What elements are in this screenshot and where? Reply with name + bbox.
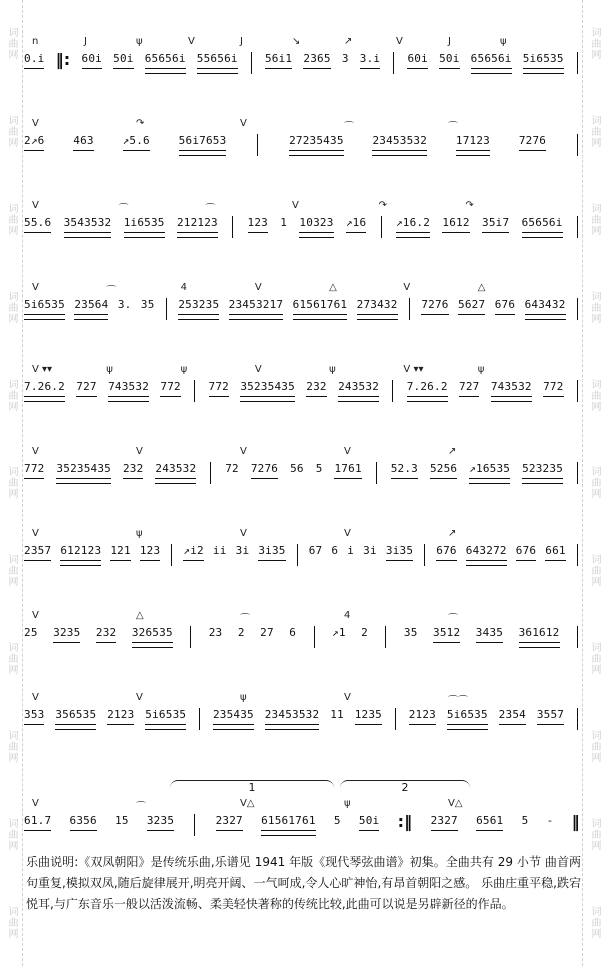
note-group: 676 <box>516 544 536 566</box>
note-group: 772 <box>543 380 563 402</box>
repeat-start-sign: ‖: <box>55 50 71 69</box>
note-group: 3235 <box>53 626 80 648</box>
piece-explanation: 乐曲说明:《双凤朝阳》是传统乐曲,乐谱见 1941 年版《现代琴弦曲谱》初集。全曲共有 29 小节 曲首两句重复,模拟双凤,随后旋律展开,明亮开阔、一气呵成,令人心旷神怡,有昂首朝阳之感。 乐曲庄重平稳,跌宕悦耳,与广东音乐一般以活泼流畅、柔美轻快著称的传统比较,此曲可以说是另辟新径的作品。 <box>26 855 581 911</box>
articulation-mark: V <box>344 528 351 539</box>
watermark-text: 词曲网 <box>6 905 17 939</box>
note-group: 60i <box>82 52 102 74</box>
note-groups <box>24 462 580 484</box>
articulation-mark: ⌒ <box>448 122 458 133</box>
bar-line <box>577 462 578 484</box>
bar-line <box>385 626 386 648</box>
articulation-mark: V△ <box>240 798 255 809</box>
articulation-marks <box>24 350 580 380</box>
bar-line <box>577 380 578 402</box>
articulation-mark: n <box>32 36 39 47</box>
watermark-text: 词曲网 <box>6 115 17 149</box>
articulation-mark: V <box>32 528 39 539</box>
bar-line <box>257 134 258 156</box>
articulation-mark: V <box>32 118 39 129</box>
articulation-mark: ⌒ <box>205 204 216 215</box>
articulation-mark: ⌒ <box>136 802 146 813</box>
articulation-mark: V <box>240 118 247 129</box>
articulation-mark: ψ <box>477 364 485 375</box>
note-group: 727 <box>76 380 96 402</box>
bar-line <box>251 52 252 74</box>
bar-line <box>577 52 578 74</box>
bar-line <box>171 544 172 566</box>
watermark-text: 词曲网 <box>589 27 600 61</box>
note-group: 7.26.2 <box>24 380 65 402</box>
articulation-marks <box>24 104 580 134</box>
note-group: 23564 <box>74 298 108 320</box>
note-group: 772 <box>24 462 44 484</box>
note-group: 61561761 <box>261 814 316 836</box>
bar-line <box>190 626 191 648</box>
note-group: 463 <box>73 134 93 156</box>
bar-line <box>577 134 578 156</box>
watermark-text: 词曲网 <box>589 466 600 500</box>
note-group: 643272 <box>466 544 507 566</box>
note-group: 50i <box>439 52 459 74</box>
articulation-mark: J <box>240 36 243 47</box>
note-group: 23 <box>208 626 223 639</box>
note-group: 35235435 <box>240 380 295 402</box>
note-group: 326535 <box>132 626 173 648</box>
articulation-mark: △ <box>136 610 144 621</box>
note-group: 7276 <box>421 298 448 320</box>
articulation-mark: V△ <box>448 798 463 809</box>
note-group: 61.7 <box>24 814 51 836</box>
articulation-mark: V <box>32 692 39 703</box>
note-group: 232 <box>123 462 143 484</box>
score-line <box>24 22 580 86</box>
articulation-mark: V <box>32 282 39 293</box>
note-group: 1612 <box>442 216 469 238</box>
note-group: 612123 <box>60 544 101 566</box>
articulation-marks <box>24 432 580 462</box>
articulation-mark: V <box>403 282 411 293</box>
bar-line <box>194 380 195 402</box>
articulation-mark: ⌒⌒ <box>448 696 468 707</box>
articulation-mark: ψ <box>344 798 351 809</box>
note-group: 273432 <box>357 298 398 320</box>
articulation-mark: ↷ <box>378 200 388 211</box>
note-group: 2327 <box>216 814 243 836</box>
note-group: 56i1 <box>265 52 292 74</box>
note-group: 65656i <box>522 216 563 238</box>
note-group: 232 <box>96 626 116 648</box>
note-group: 23453532 <box>265 708 320 730</box>
articulation-mark: ψ <box>180 364 188 375</box>
note-group: 5i6535 <box>447 708 488 730</box>
final-bar-line: ‖ <box>571 812 580 831</box>
note-group: ↗5.6 <box>123 134 150 156</box>
note-group: 2 <box>237 626 245 639</box>
articulation-mark: 4 <box>344 610 351 621</box>
note-group: 67 <box>308 544 323 557</box>
note-groups <box>24 708 580 730</box>
note-group: 6 <box>289 626 297 639</box>
articulation-mark: V <box>188 36 195 47</box>
bar-line <box>376 462 377 484</box>
articulation-mark: ⌒ <box>344 122 354 133</box>
note-group: 55656i <box>197 52 238 74</box>
note-group: 5 <box>521 814 529 827</box>
watermark-text: 词曲网 <box>589 378 600 412</box>
note-group: 243532 <box>338 380 379 402</box>
note-group: 3435 <box>476 626 503 648</box>
note-group: 55.6 <box>24 216 51 238</box>
note-group: 2↗6 <box>24 134 44 156</box>
note-group: 3i <box>363 544 377 557</box>
watermark-text: 词曲网 <box>6 554 17 588</box>
articulation-mark: V <box>254 282 262 293</box>
articulation-mark: ψ <box>106 364 113 375</box>
right-watermark-strip <box>582 0 605 966</box>
note-group: ↗1 <box>332 626 346 639</box>
articulation-mark: ↘ <box>292 36 301 47</box>
bar-line <box>314 626 315 648</box>
note-groups <box>24 52 580 74</box>
note-group: 2 <box>361 626 368 639</box>
bar-line <box>199 708 200 730</box>
articulation-mark: ψ <box>329 364 336 375</box>
volta-first-label: 1 <box>248 781 256 794</box>
note-group: 65656i <box>145 52 186 74</box>
watermark-text: 词曲网 <box>6 466 17 500</box>
bar-line <box>232 216 233 238</box>
note-group: 235435 <box>213 708 254 730</box>
bar-line <box>166 298 167 320</box>
note-group: 353 <box>24 708 44 730</box>
note-group: 3.i <box>360 52 380 74</box>
note-group: 212123 <box>177 216 218 238</box>
watermark-text: 词曲网 <box>6 642 17 676</box>
note-group: 3i35 <box>386 544 413 566</box>
articulation-mark: J <box>84 36 87 47</box>
note-groups <box>24 298 580 320</box>
note-group: 2123 <box>409 708 436 730</box>
note-group: 772 <box>209 380 229 402</box>
articulation-mark: ↗ <box>344 36 353 47</box>
note-group: 5627 <box>458 298 485 320</box>
note-group: 3512 <box>433 626 460 648</box>
articulation-marks <box>24 514 580 544</box>
watermark-text: 词曲网 <box>589 115 600 149</box>
watermark-text: 词曲网 <box>589 729 600 763</box>
note-group: 743532 <box>108 380 149 402</box>
articulation-mark: V <box>344 446 351 457</box>
articulation-mark: V <box>344 692 351 703</box>
note-group: 743532 <box>491 380 532 402</box>
articulation-mark: 4 <box>180 282 187 293</box>
bar-line <box>577 708 578 730</box>
note-group: 5256 <box>430 462 457 484</box>
note-group: - <box>546 814 554 827</box>
note-group: 50i <box>359 814 379 836</box>
note-group: 7276 <box>519 134 546 156</box>
articulation-mark: V <box>32 798 39 809</box>
articulation-mark: ↷ <box>136 118 145 129</box>
articulation-mark: V <box>396 36 403 47</box>
note-group: 5 <box>315 462 323 475</box>
articulation-mark: ⌒ <box>118 204 129 215</box>
note-group: 361612 <box>519 626 560 648</box>
note-group: 727 <box>459 380 479 402</box>
note-group: 7.26.2 <box>407 380 448 402</box>
articulation-mark: V <box>32 610 39 621</box>
note-group: ii <box>212 544 227 557</box>
note-group: 25 <box>24 626 38 639</box>
note-group: 3557 <box>537 708 564 730</box>
articulation-marks <box>24 268 580 298</box>
watermark-text: 词曲网 <box>589 817 600 851</box>
note-group: 35i7 <box>482 216 509 238</box>
note-group: 7276 <box>251 462 278 484</box>
note-group: 5i6535 <box>523 52 564 74</box>
note-group: 35235435 <box>56 462 111 484</box>
note-group: i <box>347 544 355 557</box>
note-group: 5i6535 <box>145 708 186 730</box>
note-groups <box>24 814 580 836</box>
note-groups <box>24 544 580 566</box>
note-group: 3i35 <box>258 544 285 566</box>
score-line <box>24 596 580 660</box>
note-group: 61561761 <box>293 298 348 320</box>
note-group: 27235435 <box>289 134 344 156</box>
note-group: 3. <box>117 298 132 311</box>
note-group: 1 <box>280 216 288 229</box>
note-group: 6561 <box>476 814 503 836</box>
note-group: 72 <box>225 462 239 475</box>
note-groups <box>24 216 580 238</box>
articulation-mark: ↷ <box>465 200 474 211</box>
articulation-mark: ↗ <box>448 446 457 457</box>
note-group: 3i <box>235 544 250 557</box>
volta-second-label: 2 <box>401 781 409 794</box>
note-group: 123 <box>248 216 268 238</box>
score-line <box>24 784 580 848</box>
note-group: 3543532 <box>64 216 112 238</box>
note-group: 11 <box>330 708 344 721</box>
note-groups <box>24 626 580 648</box>
watermark-text: 词曲网 <box>6 378 17 412</box>
articulation-mark: ⌒ <box>240 614 250 625</box>
score-line <box>24 186 580 250</box>
articulation-mark: ψ <box>136 528 143 539</box>
note-group: 2327 <box>431 814 458 836</box>
note-group: 232 <box>306 380 326 402</box>
note-group: 0.i <box>24 52 44 74</box>
articulation-mark: ⌒ <box>448 614 458 625</box>
note-group: 6 <box>331 544 339 557</box>
bar-line <box>393 52 394 74</box>
note-group: 3 <box>341 52 349 65</box>
bar-line <box>424 544 425 566</box>
watermark-text: 词曲网 <box>589 203 600 237</box>
articulation-mark: △ <box>477 282 486 293</box>
note-group: 2123 <box>107 708 134 730</box>
articulation-mark: V <box>32 446 39 457</box>
note-group: 2354 <box>499 708 526 730</box>
bar-line <box>577 626 578 648</box>
bar-line <box>409 298 410 320</box>
articulation-mark: V <box>136 692 143 703</box>
note-group: 123 <box>140 544 160 566</box>
watermark-text: 词曲网 <box>6 817 17 851</box>
articulation-marks <box>24 596 580 626</box>
note-group: 1i6535 <box>124 216 165 238</box>
score-line <box>24 104 580 168</box>
note-group: 676 <box>436 544 456 566</box>
note-group: 5i6535 <box>24 298 65 320</box>
note-group: 50i <box>113 52 133 74</box>
note-group: 15 <box>115 814 129 827</box>
watermark-text: 词曲网 <box>589 905 600 939</box>
note-group: 2365 <box>303 52 330 74</box>
articulation-mark: △ <box>329 282 337 293</box>
note-group: 1761 <box>334 462 361 484</box>
watermark-text: 词曲网 <box>589 290 600 324</box>
note-group: 17123 <box>456 134 490 156</box>
repeat-end-sign: :‖ <box>397 812 413 831</box>
articulation-mark: V <box>240 528 247 539</box>
note-group: 772 <box>160 380 180 402</box>
note-group: 121 <box>110 544 130 566</box>
watermark-text: 词曲网 <box>6 290 17 324</box>
watermark-text: 词曲网 <box>6 27 17 61</box>
watermark-text: 词曲网 <box>589 554 600 588</box>
score-line <box>24 350 580 414</box>
bar-line <box>395 708 396 730</box>
bar-line <box>392 380 393 402</box>
note-group: 56 <box>290 462 304 475</box>
left-watermark-strip <box>0 0 23 966</box>
note-group: 243532 <box>155 462 196 484</box>
note-group: 56i7653 <box>179 134 227 156</box>
articulation-mark: V <box>254 364 262 375</box>
bar-line <box>577 298 578 320</box>
note-group: 3235 <box>147 814 174 836</box>
articulation-marks <box>24 186 580 216</box>
watermark-text: 词曲网 <box>6 203 17 237</box>
note-group: 1235 <box>355 708 382 730</box>
note-group: 253235 <box>178 298 219 320</box>
note-groups <box>24 134 580 156</box>
articulation-mark: ↗ <box>448 528 457 539</box>
note-group: 60i <box>407 52 427 74</box>
note-group: ↗16 <box>346 216 366 238</box>
volta-bracket-first <box>170 780 334 793</box>
bar-line <box>577 216 578 238</box>
articulation-mark: V <box>292 200 299 211</box>
note-group: 5 <box>333 814 341 827</box>
articulation-mark: ψ <box>240 692 247 703</box>
note-group: 23453217 <box>229 298 284 320</box>
note-group: 35 <box>140 298 155 311</box>
articulation-mark: V <box>32 200 39 211</box>
note-group: 661 <box>545 544 565 566</box>
note-group: 356535 <box>55 708 96 730</box>
bar-line <box>381 216 382 238</box>
note-group: 676 <box>495 298 515 320</box>
bar-line <box>194 814 195 836</box>
articulation-marks <box>24 22 580 52</box>
note-group: 52.3 <box>391 462 418 484</box>
articulation-mark: ⌒ <box>106 286 117 297</box>
watermark-text: 词曲网 <box>6 729 17 763</box>
volta-bracket-second <box>340 780 470 793</box>
articulation-mark: V <box>240 446 247 457</box>
note-group: 2357 <box>24 544 51 566</box>
bar-line <box>297 544 298 566</box>
score-line <box>24 268 580 332</box>
note-group: ↗16535 <box>469 462 510 484</box>
articulation-mark: V ▾▾ <box>403 364 424 375</box>
note-group: 10323 <box>299 216 333 238</box>
articulation-mark: J <box>448 36 451 47</box>
note-group: ↗16.2 <box>396 216 430 238</box>
score-line <box>24 678 580 742</box>
score-line <box>24 432 580 496</box>
note-groups <box>24 380 580 402</box>
articulation-mark: ψ <box>136 36 143 47</box>
articulation-mark: V <box>136 446 143 457</box>
articulation-marks <box>24 678 580 708</box>
score-line <box>24 514 580 578</box>
note-group: 27 <box>260 626 274 639</box>
note-group: 523235 <box>522 462 563 484</box>
note-group: 35 <box>403 626 418 639</box>
articulation-mark: ψ <box>500 36 507 47</box>
bar-line <box>577 544 578 566</box>
note-group: 65656i <box>471 52 512 74</box>
note-group: 6356 <box>70 814 97 836</box>
note-group: ↗i2 <box>183 544 203 566</box>
note-group: 643432 <box>525 298 566 320</box>
bar-line <box>210 462 211 484</box>
articulation-mark: V ▾▾ <box>32 364 53 375</box>
note-group: 23453532 <box>372 134 427 156</box>
watermark-text: 词曲网 <box>589 642 600 676</box>
